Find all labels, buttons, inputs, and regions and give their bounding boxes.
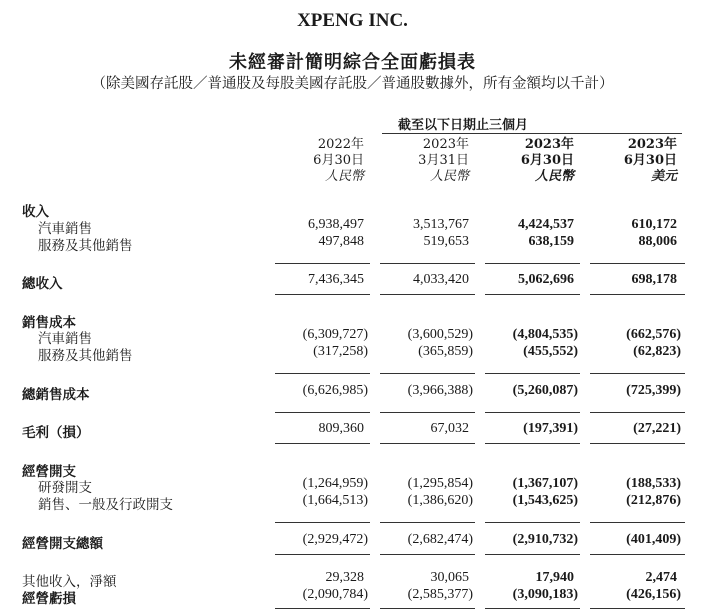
value-cell: (401,409) — [626, 532, 681, 547]
subtotal-rule — [485, 263, 580, 264]
subtotal-rule — [590, 263, 685, 264]
total-revenue-label: 總收入 — [22, 276, 63, 292]
value-cell: (725,399) — [626, 383, 681, 398]
value-cell: (662,576) — [626, 327, 681, 342]
total-rule — [590, 443, 685, 444]
subtotal-rule — [590, 373, 685, 374]
value-cell: (1,264,959) — [302, 476, 368, 491]
subtotal-rule — [380, 263, 475, 264]
value-cell: (1,664,513) — [302, 493, 368, 508]
value-cell: 29,328 — [325, 570, 364, 585]
subtotal-rule — [485, 608, 580, 609]
value-cell: (6,626,985) — [302, 383, 368, 398]
value-cell: 7,436,345 — [308, 272, 364, 287]
value-cell: 6,938,497 — [308, 217, 364, 232]
rnd-label: 研發開支 — [38, 480, 92, 496]
total-rule — [275, 554, 370, 555]
subtotal-rule — [275, 608, 370, 609]
value-cell: (27,221) — [633, 421, 681, 436]
value-cell: 4,424,537 — [518, 217, 574, 232]
value-cell: (1,543,625) — [512, 493, 578, 508]
subtotal-rule — [590, 608, 685, 609]
subtotal-rule — [485, 373, 580, 374]
value-cell: (6,309,727) — [302, 327, 368, 342]
subtotal-rule — [275, 263, 370, 264]
value-cell: 610,172 — [631, 217, 677, 232]
value-cell: (3,090,183) — [512, 587, 578, 602]
operating-loss-label: 經營虧損 — [22, 591, 76, 607]
total-rule — [380, 554, 475, 555]
total-rule — [380, 443, 475, 444]
total-opex-label: 經營開支總額 — [22, 536, 103, 552]
gross-profit-label: 毛利（損） — [22, 425, 90, 441]
value-cell: (2,090,784) — [302, 587, 368, 602]
statement-title: 未經審計簡明綜合全面虧損表 — [229, 52, 476, 73]
column-header-4: 2023年 6月30日 美元 — [623, 137, 677, 184]
statement-subtitle: （除美國存託股／普通股及每股美國存託股／普通股數據外，所有金額均以千計） — [91, 76, 614, 92]
total-rule — [590, 554, 685, 555]
value-cell: (3,966,388) — [407, 383, 473, 398]
value-cell: 88,006 — [638, 234, 677, 249]
value-cell: 5,062,696 — [518, 272, 574, 287]
value-cell: (2,682,474) — [407, 532, 473, 547]
value-cell: (212,876) — [626, 493, 681, 508]
subtotal-rule — [380, 373, 475, 374]
value-cell: (426,156) — [626, 587, 681, 602]
value-cell: 30,065 — [430, 570, 469, 585]
value-cell: (62,823) — [633, 344, 681, 359]
total-rule — [275, 443, 370, 444]
value-cell: 698,178 — [631, 272, 677, 287]
sga-label: 銷售、一般及行政開支 — [38, 497, 173, 513]
subtotal-rule — [380, 412, 475, 413]
value-cell: (1,295,854) — [407, 476, 473, 491]
value-cell: (5,260,087) — [512, 383, 578, 398]
value-cell: (1,367,107) — [512, 476, 578, 491]
total-rule — [275, 294, 370, 295]
value-cell: 17,940 — [535, 570, 574, 585]
value-cell: 67,032 — [430, 421, 469, 436]
column-header-2: 2023年 3月31日 人民幣 — [418, 137, 469, 184]
column-header-3: 2023年 6月30日 人民幣 — [520, 137, 574, 184]
subtotal-rule — [275, 412, 370, 413]
subtotal-rule — [590, 412, 685, 413]
value-cell: (188,533) — [626, 476, 681, 491]
subtotal-rule — [275, 373, 370, 374]
value-cell: (2,929,472) — [302, 532, 368, 547]
other-income-label: 其他收入，淨額 — [22, 574, 117, 590]
total-rule — [380, 294, 475, 295]
value-cell: 497,848 — [318, 234, 364, 249]
opex-header: 經營開支 — [22, 464, 76, 480]
subtotal-rule — [275, 522, 370, 523]
revenue-header: 收入 — [22, 204, 49, 220]
value-cell: 4,033,420 — [413, 272, 469, 287]
subtotal-rule — [380, 522, 475, 523]
value-cell: (4,804,535) — [512, 327, 578, 342]
value-cell: 809,360 — [318, 421, 364, 436]
value-cell: 519,653 — [423, 234, 469, 249]
services-sales-label: 服務及其他銷售 — [38, 238, 133, 254]
value-cell: (317,258) — [313, 344, 368, 359]
subtotal-rule — [590, 522, 685, 523]
value-cell: (3,600,529) — [407, 327, 473, 342]
value-cell: (2,910,732) — [512, 532, 578, 547]
total-rule — [590, 294, 685, 295]
company-name: XPENG INC. — [297, 10, 408, 31]
total-cost-label: 總銷售成本 — [22, 387, 90, 403]
value-cell: 3,513,767 — [413, 217, 469, 232]
services-cost-label: 服務及其他銷售 — [38, 348, 133, 364]
subtotal-rule — [380, 608, 475, 609]
cost-header: 銷售成本 — [22, 315, 76, 331]
total-rule — [485, 294, 580, 295]
value-cell: (197,391) — [523, 421, 578, 436]
value-cell: (365,859) — [418, 344, 473, 359]
value-cell: (2,585,377) — [407, 587, 473, 602]
column-header-1: 2022年 6月30日 人民幣 — [313, 137, 364, 184]
period-underline — [382, 133, 682, 134]
vehicle-sales-label: 汽車銷售 — [38, 221, 92, 237]
value-cell: (455,552) — [523, 344, 578, 359]
subtotal-rule — [485, 522, 580, 523]
value-cell: (1,386,620) — [407, 493, 473, 508]
value-cell: 2,474 — [645, 570, 677, 585]
subtotal-rule — [485, 412, 580, 413]
total-rule — [485, 554, 580, 555]
vehicle-cost-label: 汽車銷售 — [38, 331, 92, 347]
value-cell: 638,159 — [528, 234, 574, 249]
total-rule — [485, 443, 580, 444]
period-heading: 截至以下日期止三個月 — [398, 118, 529, 133]
